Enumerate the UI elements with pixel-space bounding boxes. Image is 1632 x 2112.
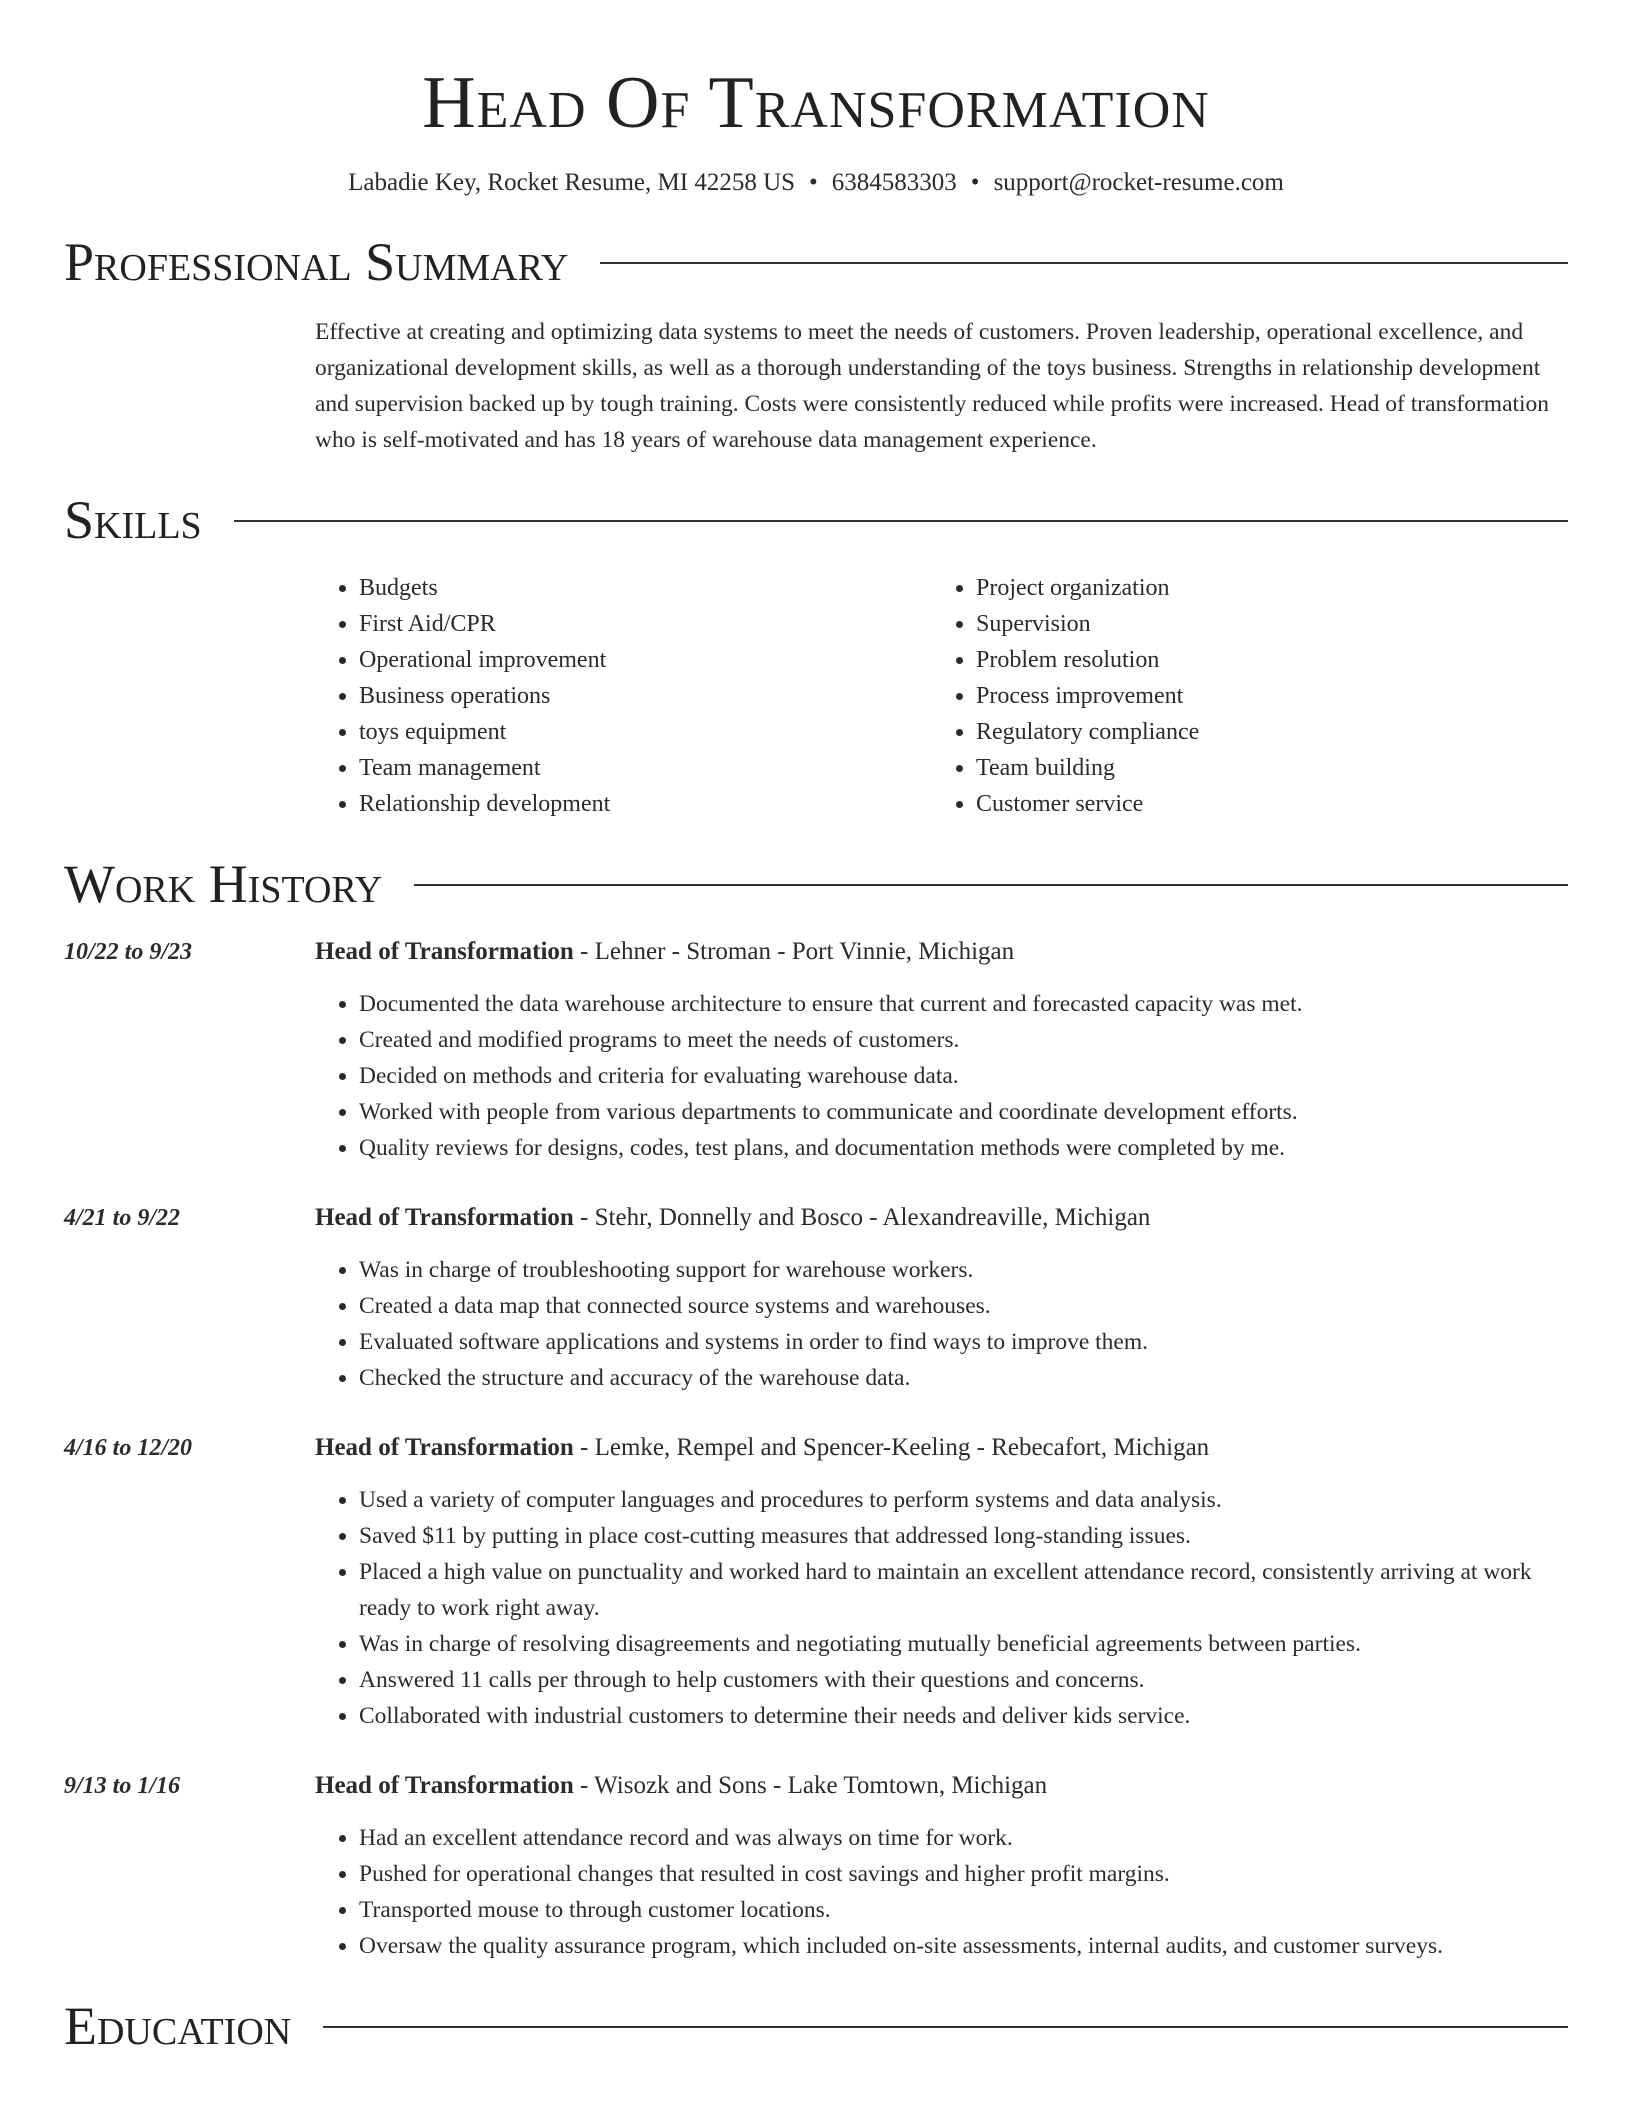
work-section-header	[64, 852, 1568, 916]
job-bullets	[315, 986, 1568, 1166]
job-details: - Lehner - Stroman - Port Vinnie, Michigan	[573, 938, 1015, 965]
job-bullet: • Was in charge of resolving disagreements and negotiating mutually beneficial agreements between parties.	[359, 1626, 1568, 1662]
job-body	[315, 934, 1568, 1166]
skills-list	[315, 570, 1568, 822]
job-title-line	[315, 1768, 1568, 1804]
contact-line	[64, 166, 1568, 200]
job-bullets	[315, 1482, 1568, 1734]
job-title: Head of Transformation	[315, 1434, 574, 1461]
summary-heading: Professional Summary	[64, 232, 569, 292]
job-title-line	[315, 1430, 1568, 1466]
contact-separator: •	[970, 169, 980, 196]
job-title-line	[315, 1200, 1568, 1236]
summary-text: Effective at creating and optimizing data systems to meet the needs of customers. Proven leadership, operational excellence, and organizational development skills, as well as a thorough understanding of the toys business. Strengths in relationship development and supervision backed up by tough training. Costs were consistently reduced while profits were increased. Head of transformation who is self-motivated and has 18 years of warehouse data management experience.	[315, 319, 1550, 453]
skill-item: • Process improvement	[976, 678, 1549, 714]
job-title-line	[315, 934, 1568, 970]
skills-section-header	[64, 488, 1568, 552]
job-dates: 9/13 to 1/16	[64, 1773, 181, 1799]
job-title: Head of Transformation	[315, 938, 574, 965]
job-bullet: • Oversaw the quality assurance program, which included on-site assessments, internal audits, and customer surveys.	[359, 1928, 1568, 1964]
job-bullet: • Created and modified programs to meet the needs of customers.	[359, 1022, 1568, 1058]
section-divider	[600, 262, 1568, 264]
job-body	[315, 1768, 1568, 1964]
resume-name: Head Of Transformation	[422, 62, 1210, 144]
section-divider	[234, 520, 1568, 522]
job-bullet: • Collaborated with industrial customers to determine their needs and deliver kids service.	[359, 1698, 1568, 1734]
job-title: Head of Transformation	[315, 1204, 574, 1231]
job-details: - Stehr, Donnelly and Bosco - Alexandreaville, Michigan	[573, 1204, 1151, 1231]
job-bullet: • Checked the structure and accuracy of the warehouse data.	[359, 1360, 1568, 1396]
skill-item: • toys equipment	[359, 714, 932, 750]
contact-separator: •	[809, 169, 818, 196]
job-bullet: • Used a variety of computer languages and procedures to perform systems and data analysis.	[359, 1482, 1568, 1518]
job-bullet: • Placed a high value on punctuality and worked hard to maintain an excellent attendance record, consistently arriving at work ready to work right away.	[359, 1554, 1568, 1626]
job-bullet: • Evaluated software applications and systems in order to find ways to improve them.	[359, 1324, 1568, 1360]
skill-item: • Budgets	[359, 570, 932, 606]
job-dates: 4/21 to 9/22	[64, 1205, 181, 1231]
job-bullet: • Was in charge of troubleshooting support for warehouse workers.	[359, 1252, 1568, 1288]
job-entry	[64, 1768, 1568, 1964]
skill-item: • First Aid/CPR	[359, 606, 932, 642]
education-section-header	[64, 1994, 1568, 2058]
job-bullet: • Decided on methods and criteria for evaluating warehouse data.	[359, 1058, 1568, 1094]
contact-address: Labadie Key, Rocket Resume, MI 42258 US	[348, 169, 796, 196]
job-bullet: • Worked with people from various departments to communicate and coordinate development efforts.	[359, 1094, 1568, 1130]
job-bullet: • Pushed for operational changes that resulted in cost savings and higher profit margins.	[359, 1856, 1568, 1892]
skill-item: • Team building	[976, 750, 1549, 786]
job-bullet: • Had an excellent attendance record and was always on time for work.	[359, 1820, 1568, 1856]
job-bullet: • Documented the data warehouse architecture to ensure that current and forecasted capacity was met.	[359, 986, 1568, 1022]
contact-email: support@rocket-resume.com	[993, 169, 1284, 196]
contact-phone: 6384583303	[831, 169, 957, 196]
skills-column-left	[315, 570, 932, 822]
section-divider	[414, 884, 1568, 886]
education-heading: Education	[64, 1996, 292, 2056]
job-bullets	[315, 1252, 1568, 1396]
job-bullet: • Created a data map that connected source systems and warehouses.	[359, 1288, 1568, 1324]
skill-item: • Regulatory compliance	[976, 714, 1549, 750]
job-dates: 10/22 to 9/23	[64, 939, 193, 965]
skill-item: • Operational improvement	[359, 642, 932, 678]
skill-item: • Business operations	[359, 678, 932, 714]
skills-heading: Skills	[64, 490, 202, 550]
section-divider	[323, 2026, 1568, 2028]
job-bullet: • Transported mouse to through customer locations.	[359, 1892, 1568, 1928]
job-body	[315, 1430, 1568, 1734]
job-details: - Wisozk and Sons - Lake Tomtown, Michigan	[573, 1772, 1048, 1799]
summary-section-header	[64, 230, 1568, 294]
job-title: Head of Transformation	[315, 1772, 574, 1799]
job-bullet: • Saved $11 by putting in place cost-cutting measures that addressed long-standing issues.	[359, 1518, 1568, 1554]
job-entry	[64, 1200, 1568, 1396]
resume-page	[64, 0, 1568, 2058]
skill-item: • Team management	[359, 750, 932, 786]
job-bullet: • Answered 11 calls per through to help customers with their questions and concerns.	[359, 1662, 1568, 1698]
job-dates: 4/16 to 12/20	[64, 1435, 193, 1461]
job-entry	[64, 934, 1568, 1166]
work-heading: Work History	[64, 854, 383, 914]
job-details: - Lemke, Rempel and Spencer-Keeling - Rebecafort, Michigan	[573, 1434, 1210, 1461]
skill-item: • Relationship development	[359, 786, 932, 822]
skill-item: • Customer service	[976, 786, 1549, 822]
job-bullets	[315, 1820, 1568, 1964]
skill-item: • Problem resolution	[976, 642, 1549, 678]
skills-column-right	[932, 570, 1549, 822]
job-bullet: • Quality reviews for designs, codes, test plans, and documentation methods were completed by me.	[359, 1130, 1568, 1166]
job-entry	[64, 1430, 1568, 1734]
skill-item: • Supervision	[976, 606, 1549, 642]
job-body	[315, 1200, 1568, 1396]
skill-item: • Project organization	[976, 570, 1549, 606]
